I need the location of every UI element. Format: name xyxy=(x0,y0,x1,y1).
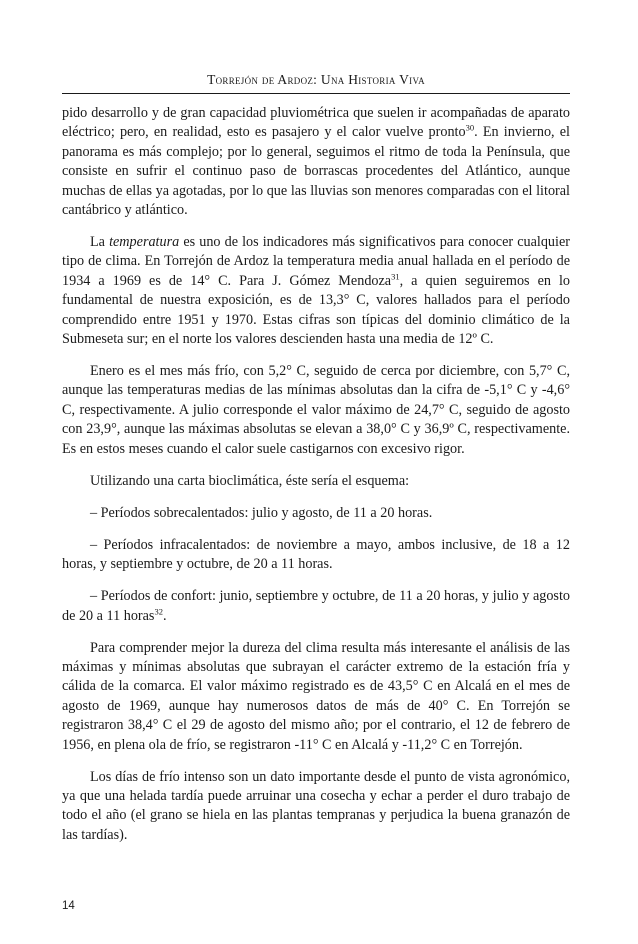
paragraph-2 xyxy=(62,233,570,349)
paragraph-2-text-1: La xyxy=(90,234,110,251)
paragraph-2-emphasis: temperatura xyxy=(109,234,180,251)
paragraph-2-text-3: , a quien seguiremos en lo fundamental de nuestra exposición, es de 13,3° C, valores hallados para el período comprendido entre 1951 y 1970. Estas cifras son típicas del dominio climático de la Submeseta sur; en el norte los valores descienden hasta una media de 12º C. xyxy=(62,272,570,348)
paragraph-6: Los días de frío intenso son un dato importante desde el punto de vista agronómico, ya que una helada tardía puede arruinar una cosecha y echar a perder el duro trabajo de todo el año (el grano se hiela en las plantas tempranas y perjudica la buena granazón de las tardías). xyxy=(62,768,570,843)
footnote-ref-32[interactable]: 32 xyxy=(154,605,163,616)
paragraph-2-text-2: es uno de los indicadores más significativos para conocer cualquier tipo de clima. En Torrejón de Ardoz la temperatura media anual hallada en el período de 1934 a 1969 es de 14° C. Para J. Gómez Mendoza xyxy=(62,234,570,289)
paragraph-1-text-1: pido desarrollo y de gran capacidad pluviométrica que suelen ir acompañadas de aparato eléctrico; pero, en realidad, esto es pasajero y el calor vuelve pronto xyxy=(62,105,570,141)
running-header xyxy=(62,72,570,88)
list-item-sobrecalentados: – Períodos sobrecalentados: julio y agosto, de 11 a 20 horas. xyxy=(90,504,433,521)
header-rule xyxy=(62,93,570,94)
paragraph-1-text-2: . En invierno, el panorama es más complejo; por lo general, seguimos el ritmo de toda la Península, que consiste en sufrir el continuo paso de borrascas procedentes del Atlántico, aunque muchas de ellas ya agotadas, por lo que las lluvias son menores comparadas con el litoral cantábrico y atlántico. xyxy=(62,124,570,219)
paragraph-1 xyxy=(62,104,570,220)
paragraph-3: Enero es el mes más frío, con 5,2° C, seguido de cerca por diciembre, con 5,7° C, aunque las temperaturas medias de las mínimas absolutas dan la cifra de -5,1° C y -4,6° C, respectivamente. A julio corresponde el valor máximo de 24,7° C, seguido de agosto con 23,9°, aunque las máximas absolutas se elevan a 38,0° C y 36,9º C, respectivamente. Es en estos meses cuando el calor suele castigarnos con excesivo rigor. xyxy=(62,363,570,457)
running-title: Torrejón de Ardoz: Una Historia Viva xyxy=(207,72,425,87)
footnote-ref-31[interactable]: 31 xyxy=(391,271,400,282)
paragraph-4: Utilizando una carta bioclimática, éste sería el esquema: xyxy=(90,472,410,489)
page-number: 14 xyxy=(62,900,75,912)
body-text xyxy=(62,104,570,858)
paragraph-5: Para comprender mejor la dureza del clima resulta más interesante el análisis de las máximas y mínimas absolutas que subrayan el carácter extremo de la estación fría y cálida de la comarca. El valor máximo registrado es de 43,5° C en Alcalá en el mes de agosto de 1969, aunque hay numerosos datos de más de 40° C. En Torrejón se registraron 38,4° C el 29 de agosto del mismo año; por el contrario, el 12 de febrero de 1956, en plena ola de frío, se registraron -11° C en Alcalá y -11,2° C en Torrejón. xyxy=(62,639,570,753)
list-item-infracalentados: – Períodos infracalentados: de noviembre a mayo, ambos inclusive, de 18 a 12 horas, y septiembre y octubre, de 20 a 11 horas. xyxy=(62,536,570,573)
list-item-confort-text-1: – Períodos de confort: junio, septiembre y octubre, de 11 a 20 horas, y julio y agosto de 20 a 11 horas xyxy=(62,588,570,624)
list-item-confort xyxy=(62,587,570,626)
footnote-ref-30[interactable]: 30 xyxy=(465,122,475,133)
list-item-confort-text-2: . xyxy=(162,607,167,624)
